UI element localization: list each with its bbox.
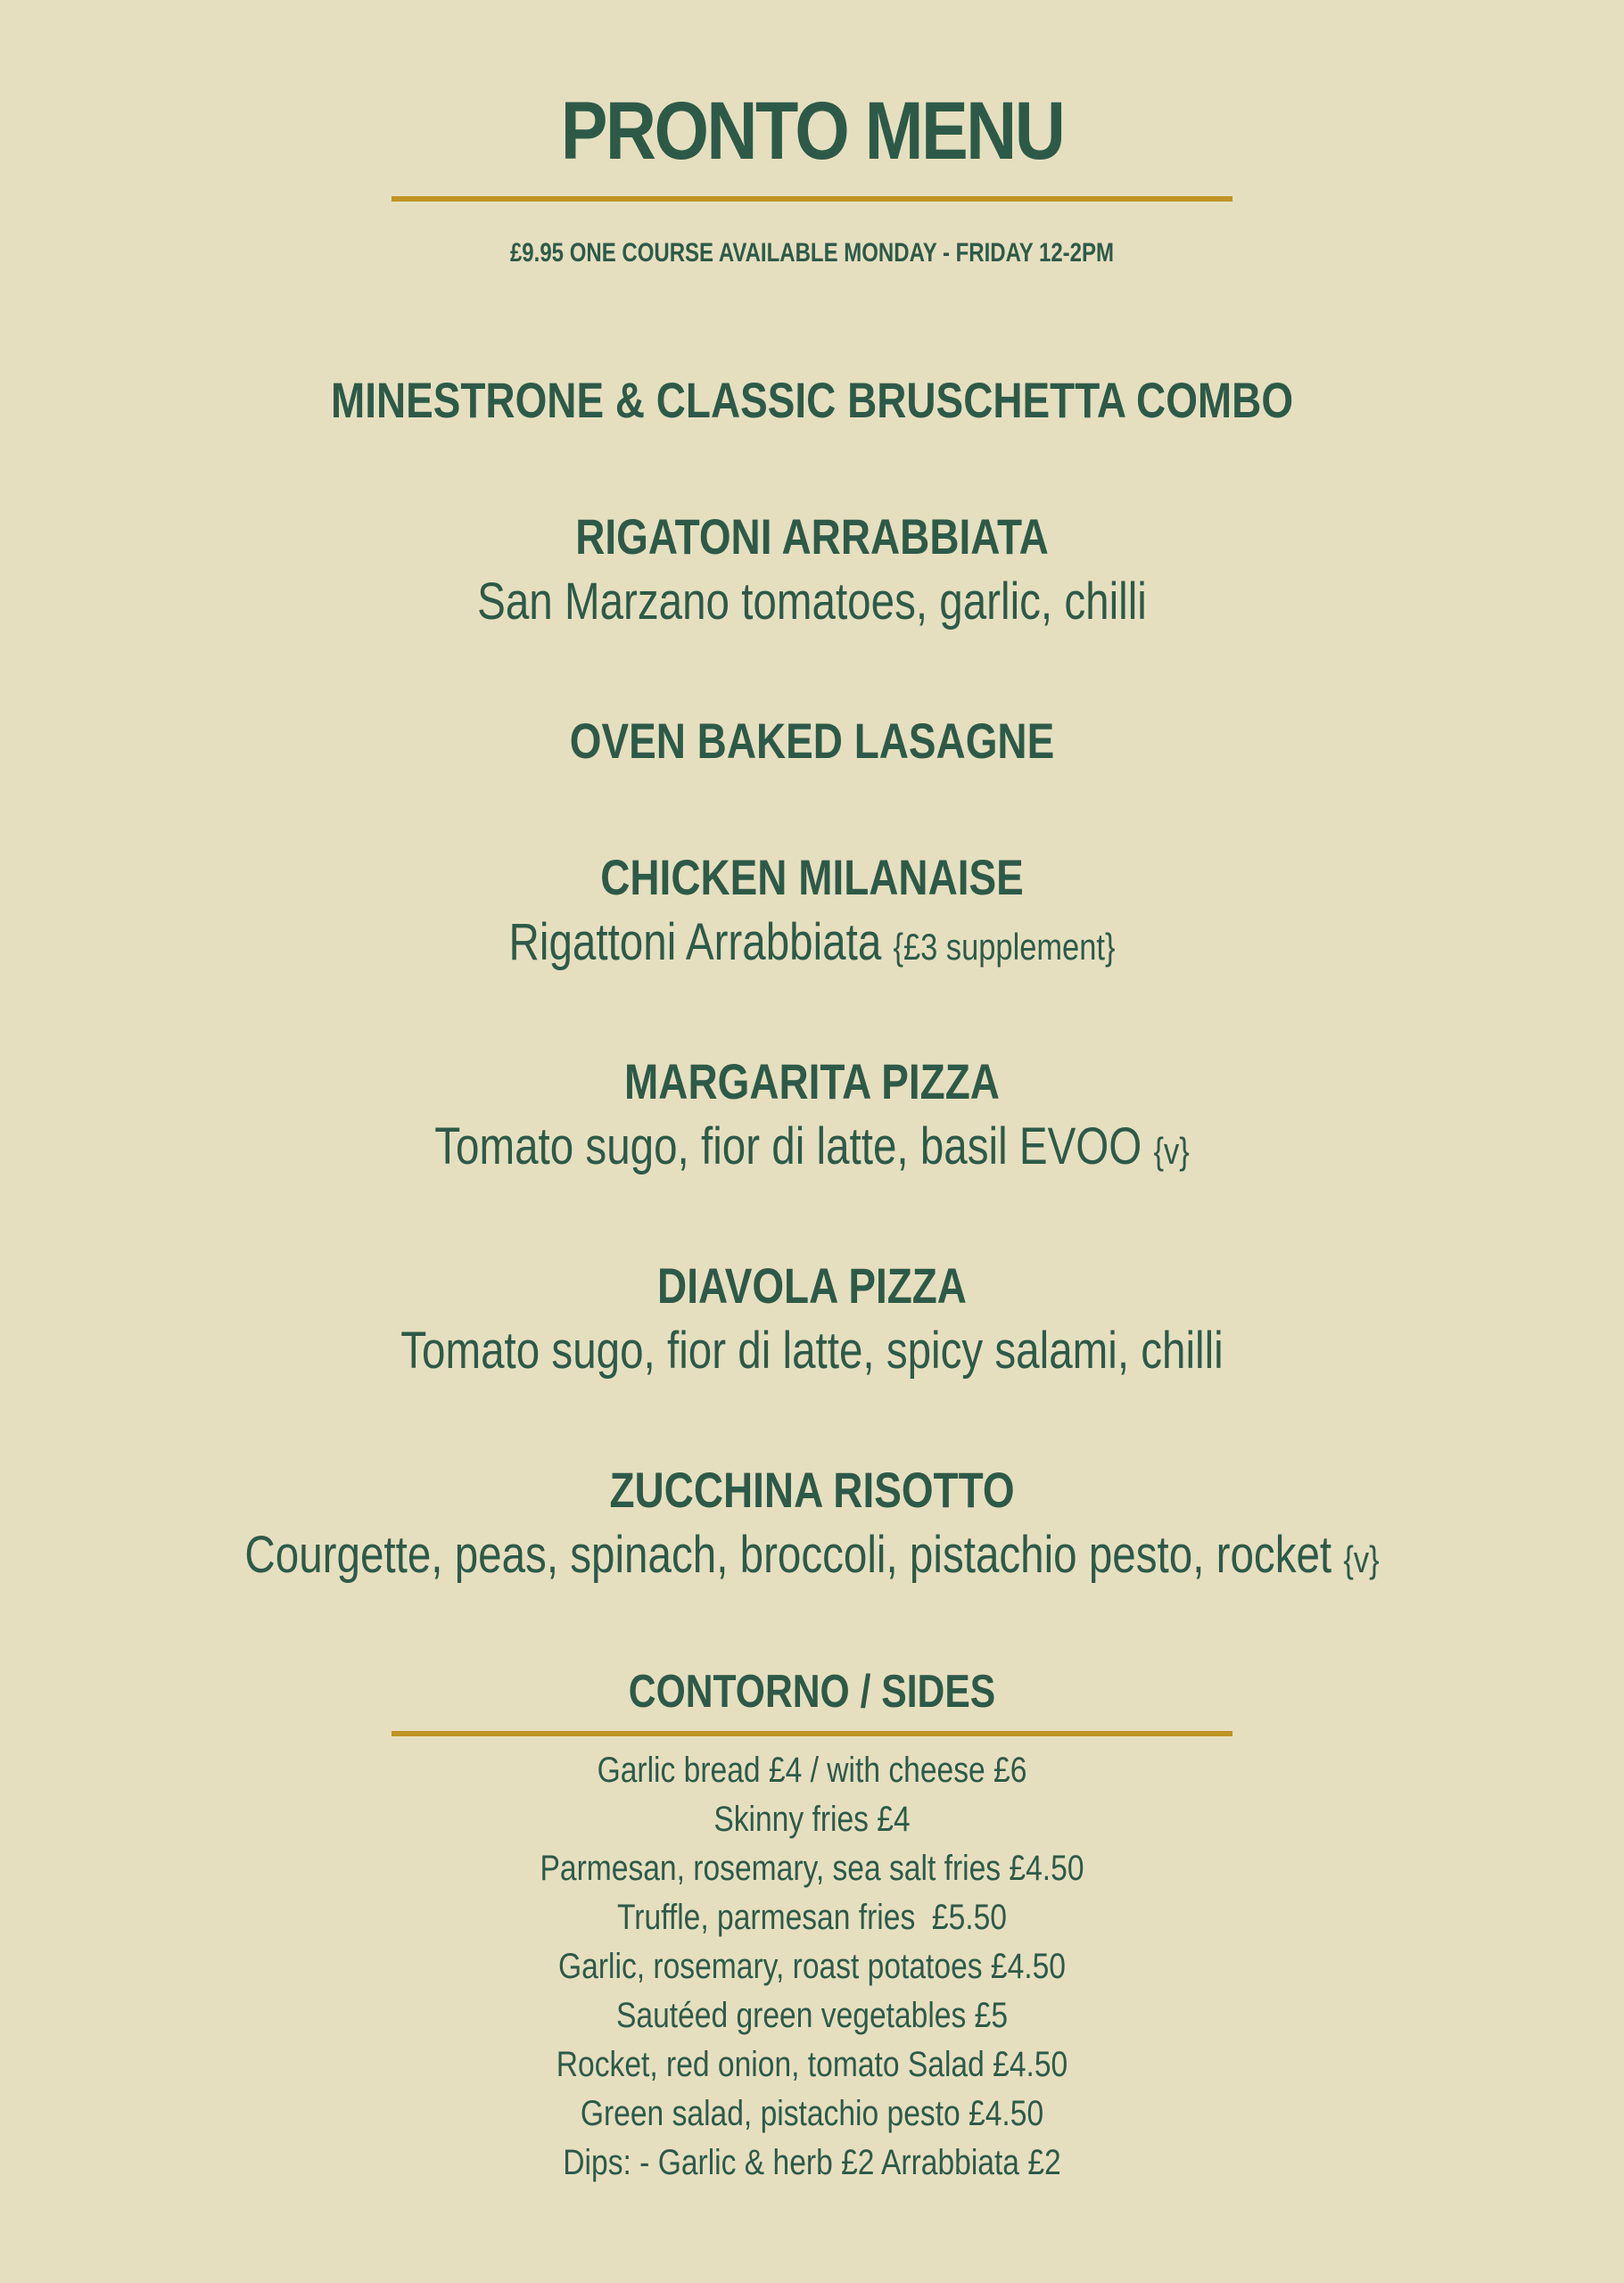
dish-description [146,1521,1478,1594]
dish-name: MARGARITA PIZZA [624,1053,1000,1109]
dish-description-text: Courgette, peas, spinach, broccoli, pistachio pesto, rocket [244,1526,1332,1584]
dish-diavola-pizza [0,1255,1624,1385]
dish-minestrone-bruschetta [0,369,1624,432]
sides-list [0,1746,1624,2188]
dish-oven-baked-lasagne [0,710,1624,772]
dish-name: RIGATONI ARRABBIATA [575,508,1049,565]
dish-description: San Marzano tomatoes, garlic, chilli [477,573,1147,631]
title-divider [392,196,1232,202]
side-item: Truffle, parmesan fries £5.50 [616,1898,1008,1937]
dish-name: MINESTRONE & CLASSIC BRUSCHETTA COMBO [330,372,1294,428]
dish-name: CHICKEN MILANAISE [600,849,1024,905]
dish-note: {v} [1153,1130,1190,1172]
dish-description [146,1113,1478,1185]
side-item: Green salad, pistachio pesto £4.50 [580,2094,1044,2133]
dish-description-text: Rigattoni Arrabbiata [508,913,882,971]
side-item: Garlic bread £4 / with cheese £6 [597,1751,1027,1790]
sides-divider [392,1731,1232,1736]
dish-note: {v} [1343,1538,1380,1580]
side-item: Skinny fries £4 [713,1800,911,1839]
dish-chicken-milanaise [0,846,1624,981]
side-item: Sautéed green vegetables £5 [615,1996,1009,2035]
dish-zucchina-risotto [0,1459,1624,1594]
side-item: Dips: - Garlic & herb £2 Arrabbiata £2 [563,2143,1061,2182]
dish-description: Tomato sugo, fior di latte, spicy salami, chilli [400,1322,1224,1380]
dish-name: DIAVOLA PIZZA [657,1257,967,1314]
dish-margarita-pizza [0,1051,1624,1185]
dish-name: OVEN BAKED LASAGNE [569,713,1055,769]
side-item: Parmesan, rosemary, sea salt fries £4.50 [540,1849,1084,1888]
dish-name: ZUCCHINA RISOTTO [609,1462,1015,1518]
dish-rigatoni-arrabbiata [0,506,1624,636]
menu-title: PRONTO MENU [560,86,1064,177]
dish-description [146,909,1478,981]
dish-note: {£3 supplement} [893,926,1116,968]
menu-subtitle: £9.95 ONE COURSE AVAILABLE MONDAY - FRIDAY 12-2PM [509,238,1115,268]
sides-heading: CONTORNO / SIDES [628,1666,996,1718]
side-item: Rocket, red onion, tomato Salad £4.50 [556,2045,1068,2084]
side-item: Garlic, rosemary, roast potatoes £4.50 [558,1947,1066,1986]
dish-description-text: Tomato sugo, fior di latte, basil EVOO [434,1117,1142,1175]
